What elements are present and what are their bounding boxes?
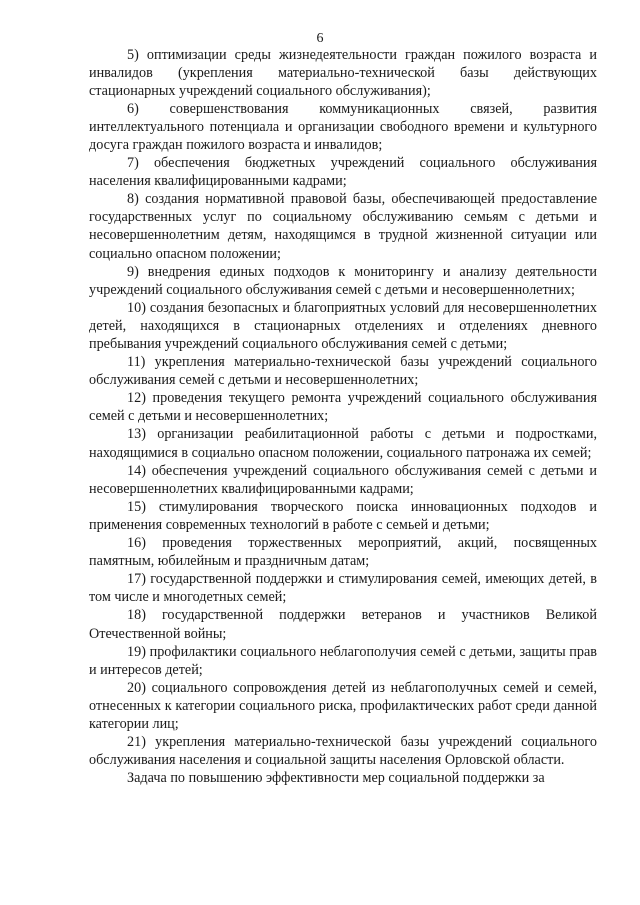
list-item-10: 10) создания безопасных и благоприятных условий для несовершеннолетних детей, находящихся в стационарных отделениях и отделениях дневного пребывания учреждений социального обслуживания семей с детьми; [89,299,597,352]
list-item-7: 7) обеспечения бюджетных учреждений социального обслуживания населения квалифицированными кадрами; [89,155,597,190]
list-item-17: 17) государственной поддержки и стимулирования семей, имеющих детей, в том числе и многодетных семей; [89,571,597,606]
list-item-21: 21) укрепления материально-технической базы учреждений социального обслуживания населения и социальной защиты населения Орловской области. [89,734,597,769]
list-item-13: 13) организации реабилитационной работы с детьми и подростками, находящимися в социально опасном положении, социального патронажа их семей; [89,426,597,461]
list-item-12: 12) проведения текущего ремонта учреждений социального обслуживания семей с детьми и несовершеннолетних; [89,390,597,425]
list-item-9: 9) внедрения единых подходов к мониторингу и анализу деятельности учреждений социального обслуживания семей с детьми и несовершеннолетних; [89,263,597,298]
list-item-16: 16) проведения торжественных мероприятий, акций, посвященных памятным, юбилейным и праздничным датам; [89,535,597,570]
list-item-6: 6) совершенствования коммуникационных связей, развития интеллектуального потенциала и организации свободного времени и культурного досуга граждан пожилого возраста и инвалидов; [89,100,597,153]
list-item-11: 11) укрепления материально-технической базы учреждений социального обслуживания семей с детьми и несовершеннолетних; [89,354,597,389]
document-body [89,46,597,788]
page-number: 6 [316,31,324,46]
list-item-15: 15) стимулирования творческого поиска инновационных подходов и применения современных технологий в работе с семьей и детьми; [89,498,597,533]
list-item-14: 14) обеспечения учреждений социального обслуживания семей с детьми и несовершеннолетних квалифицированными кадрами; [89,462,597,497]
list-item-19: 19) профилактики социального неблагополучия семей с детьми, защиты прав и интересов детей; [89,643,597,678]
list-item-20: 20) социального сопровождения детей из неблагополучных семей и семей, отнесенных к категории социального риска, профилактических работ среди данной категории лиц; [89,679,597,732]
list-item-5: 5) оптимизации среды жизнедеятельности граждан пожилого возраста и инвалидов (укрепления материально-технической базы действующих стационарных учреждений социального обслуживания); [89,46,597,99]
closing-paragraph: Задача по повышению эффективности мер социальной поддержки за [127,770,545,787]
list-item-8: 8) создания нормативной правовой базы, обеспечивающей предоставление государственных услуг по социальному обслуживанию семьям с детьми и несовершеннолетним детям, находящимся в трудной жизненной ситуации или социально опасном положении; [89,191,597,262]
list-item-18: 18) государственной поддержки ветеранов и участников Великой Отечественной войны; [89,607,597,642]
